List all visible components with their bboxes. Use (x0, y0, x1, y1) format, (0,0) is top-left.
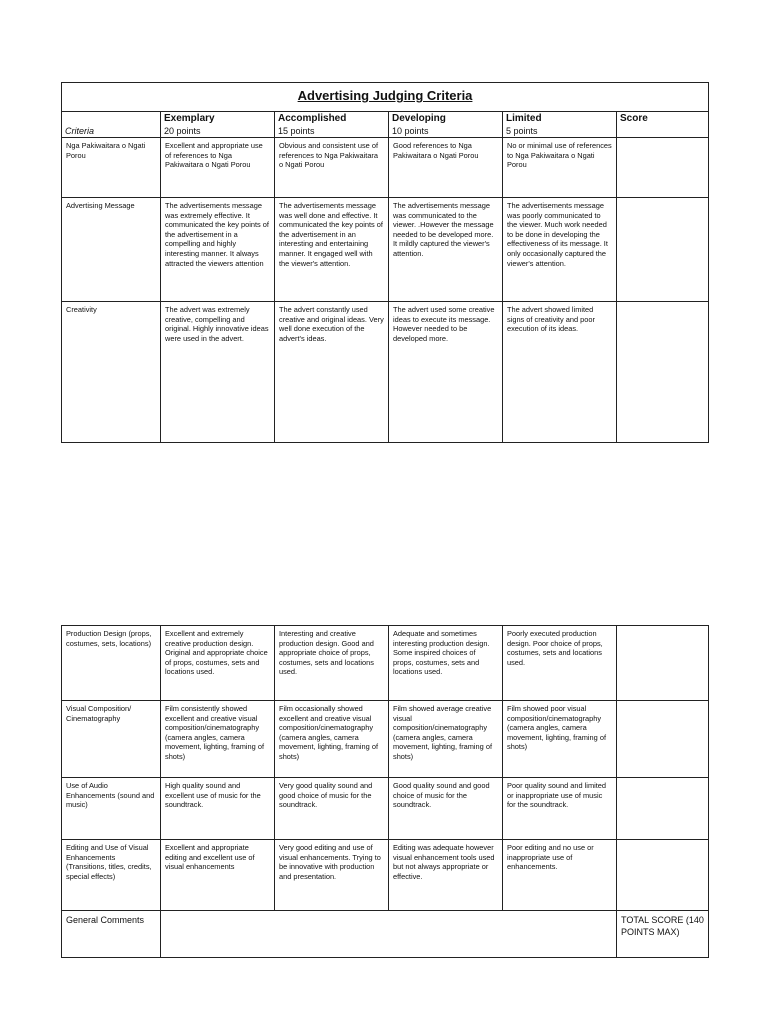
score-cell (617, 302, 709, 443)
descriptor-cell: Film consistently showed excellent and creative visual composition/cinematography (camera angles, camera movement, lighting, framing of shots) (161, 701, 275, 778)
criterion-name: Visual Composition/ Cinematography (62, 701, 161, 778)
score-cell (617, 626, 709, 701)
criteria-label: Criteria (62, 126, 161, 138)
score-cell (617, 778, 709, 840)
level-name: Limited (503, 112, 617, 127)
descriptor-cell: High quality sound and excellent use of music for the soundtrack. (161, 778, 275, 840)
descriptor-cell: Film showed average creative visual composition/cinematography (camera angles, camera movement, lighting, framing of shots) (389, 701, 503, 778)
descriptor-cell: Good quality sound and good choice of music for the soundtrack. (389, 778, 503, 840)
descriptor-cell: The advert was extremely creative, compelling and original. Highly innovative ideas were used in the advert. (161, 302, 275, 443)
descriptor-cell: Film showed poor visual composition/cinematography (camera angles, camera movement, lighting, framing of shots) (503, 701, 617, 778)
total-score-label: TOTAL SCORE (140 POINTS MAX) (617, 911, 709, 958)
criterion-name: Nga Pakiwaitara o Ngati Porou (62, 138, 161, 198)
criterion-name: Creativity (62, 302, 161, 443)
points-row (62, 126, 709, 138)
judging-table-top (61, 82, 709, 443)
table-row (62, 138, 709, 198)
descriptor-cell: Good references to Nga Pakiwaitara o Ngati Porou (389, 138, 503, 198)
table-row (62, 198, 709, 302)
level-header-row (62, 112, 709, 127)
criterion-name: Production Design (props, costumes, sets, locations) (62, 626, 161, 701)
descriptor-cell: Poor quality sound and limited or inappropriate use of music for the soundtrack. (503, 778, 617, 840)
judging-table-bottom (61, 625, 709, 958)
level-name: Exemplary (161, 112, 275, 127)
level-points: 15 points (275, 126, 389, 138)
descriptor-cell: Editing was adequate however visual enhancement tools used but not always appropriate or effective. (389, 840, 503, 911)
descriptor-cell: Film occasionally showed excellent and creative visual composition/cinematography (camera angles, camera movement, lighting, framing of shots) (275, 701, 389, 778)
score-cell (617, 198, 709, 302)
descriptor-cell: Poor editing and no use or inappropriate use of enhancements. (503, 840, 617, 911)
criterion-name: Editing and Use of Visual Enhancements (Transitions, titles, credits, special effects) (62, 840, 161, 911)
descriptor-cell: No or minimal use of references to Nga Pakiwaitara o Ngati Porou (503, 138, 617, 198)
score-cell (617, 126, 709, 138)
level-points: 20 points (161, 126, 275, 138)
descriptor-cell: Excellent and appropriate use of references to Nga Pakiwaitara o Ngati Porou (161, 138, 275, 198)
descriptor-cell: Adequate and sometimes interesting production design. Some inspired choices of props, costumes, sets and locations used. (389, 626, 503, 701)
criterion-name: Advertising Message (62, 198, 161, 302)
page-title: Advertising Judging Criteria (297, 88, 473, 104)
general-comments-label: General Comments (62, 911, 161, 958)
level-name: Developing (389, 112, 503, 127)
score-header: Score (617, 112, 709, 127)
descriptor-cell: Excellent and appropriate editing and excellent use of visual enhancements (161, 840, 275, 911)
score-cell (617, 840, 709, 911)
descriptor-cell: Poorly executed production design. Poor choice of props, costumes, sets and locations used. (503, 626, 617, 701)
descriptor-cell: Interesting and creative production design. Good and appropriate choice of props, costumes, sets and locations used. (275, 626, 389, 701)
descriptor-cell: The advert used some creative ideas to execute its message. However needed to be developed more. (389, 302, 503, 443)
criterion-name: Use of Audio Enhancements (sound and music) (62, 778, 161, 840)
descriptor-cell: The advertisements message was communicated to the viewer. .However the message needed to be developed more. It mildly captured the viewer's attention. (389, 198, 503, 302)
level-name: Accomplished (275, 112, 389, 127)
table-row (62, 302, 709, 443)
level-points: 5 points (503, 126, 617, 138)
title-cell (62, 83, 709, 112)
descriptor-cell: Very good editing and use of visual enhancements. Trying to be innovative with production and presentation. (275, 840, 389, 911)
descriptor-cell: The advertisements message was well done and effective. It communicated the key points of the advertisement in an interesting and entertaining manner. It engaged well with the viewer's attention. (275, 198, 389, 302)
descriptor-cell: The advertisements message was poorly communicated to the viewer. Much work needed to be done in developing the effectiveness of its message. It only occasionally captured the viewer's attention. (503, 198, 617, 302)
table-row (62, 840, 709, 911)
descriptor-cell: Very good quality sound and good choice of music for the soundtrack. (275, 778, 389, 840)
descriptor-cell: The advert showed limited signs of creativity and poor execution of its ideas. (503, 302, 617, 443)
general-comments-field[interactable] (161, 911, 617, 958)
descriptor-cell: The advertisements message was extremely effective. It communicated the key points of the advertisement in a compelling and highly interesting manner. It always attracted the viewers attention (161, 198, 275, 302)
descriptor-cell: Excellent and extremely creative production design. Original and appropriate choice of props, costumes, sets and locations used. (161, 626, 275, 701)
table-row (62, 701, 709, 778)
descriptor-cell: The advert constantly used creative and original ideas. Very well done execution of the advert's ideas. (275, 302, 389, 443)
score-cell (617, 701, 709, 778)
score-cell (617, 138, 709, 198)
blank-header-cell (62, 112, 161, 127)
descriptor-cell: Obvious and consistent use of references to Nga Pakiwaitara o Ngati Porou (275, 138, 389, 198)
table-row (62, 626, 709, 701)
comments-row (62, 911, 709, 958)
table-row (62, 778, 709, 840)
level-points: 10 points (389, 126, 503, 138)
